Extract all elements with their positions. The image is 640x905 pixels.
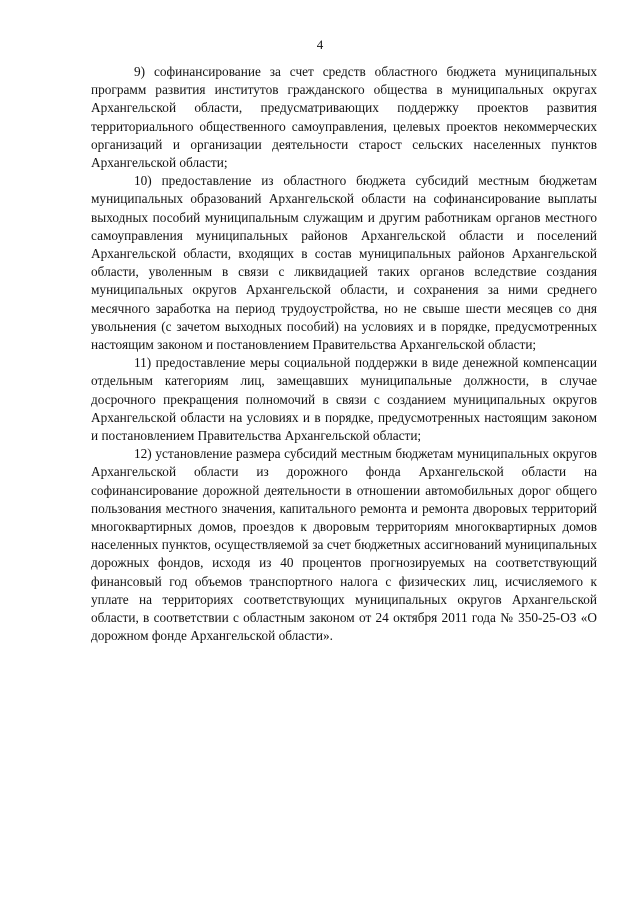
paragraph-item-11: 11) предоставление меры социальной поддержки в виде денежной компенсации отдельным категориям лиц, замещавших муниципальные должности, в случае досрочного прекращения полномочий в связи с созданием муниципальных округов Архангельской области на условиях и в порядке, предусмотренных настоящим законом и постановлением Правительства Архангельской области; xyxy=(91,355,597,444)
paragraph-item-12: 12) установление размера субсидий местным бюджетам муниципальных округов Архангельской области из дорожного фонда Архангельской области на софинансирование дорожной деятельности в отношении автомобильных дорог общего пользования местного значения, капитального ремонта и ремонта дворовых территорий многоквартирных домов, проездов к дворовым территориям многоквартирных домов населенных пунктов, осуществляемой за счет бюджетных ассигнований муниципальных дорожных фондов, исходя из 40 процентов прогнозируемых на соответствующий финансовый год объемов транспортного налога с физических лиц, исчисляемого к уплате на территориях соответствующих муниципальных округов Архангельской области, в соответствии с областным законом от 24 октября 2011 года № 350-25-ОЗ «О дорожном фонде Архангельской области». xyxy=(91,446,597,644)
document-body xyxy=(91,63,597,646)
page-number: 4 xyxy=(316,37,324,52)
paragraph-item-9: 9) софинансирование за счет средств областного бюджета муниципальных программ развития институтов гражданского общества в муниципальных округах Архангельской области, предусматривающих поддержку проектов развития территориального общественного самоуправления, целевых проектов некоммерческих организаций и организации деятельности старост сельских населенных пунктов Архангельской области; xyxy=(91,64,597,171)
paragraph-item-10: 10) предоставление из областного бюджета субсидий местным бюджетам муниципальных образований Архангельской области на софинансирование выплаты выходных пособий муниципальным служащим и другим работникам органов местного самоуправления муниципальных районов Архангельской области и поселений Архангельской области, входящих в состав муниципальных районов Архангельской области, уволенным в связи с ликвидацией таких органов вследствие создания муниципальных округов Архангельской области, и сохранения за ними среднего месячного заработка на период трудоустройства, но не свыше шести месяцев со дня увольнения (с зачетом выходных пособий) на условиях и в порядке, предусмотренных настоящим законом и постановлением Правительства Архангельской области; xyxy=(91,173,597,353)
